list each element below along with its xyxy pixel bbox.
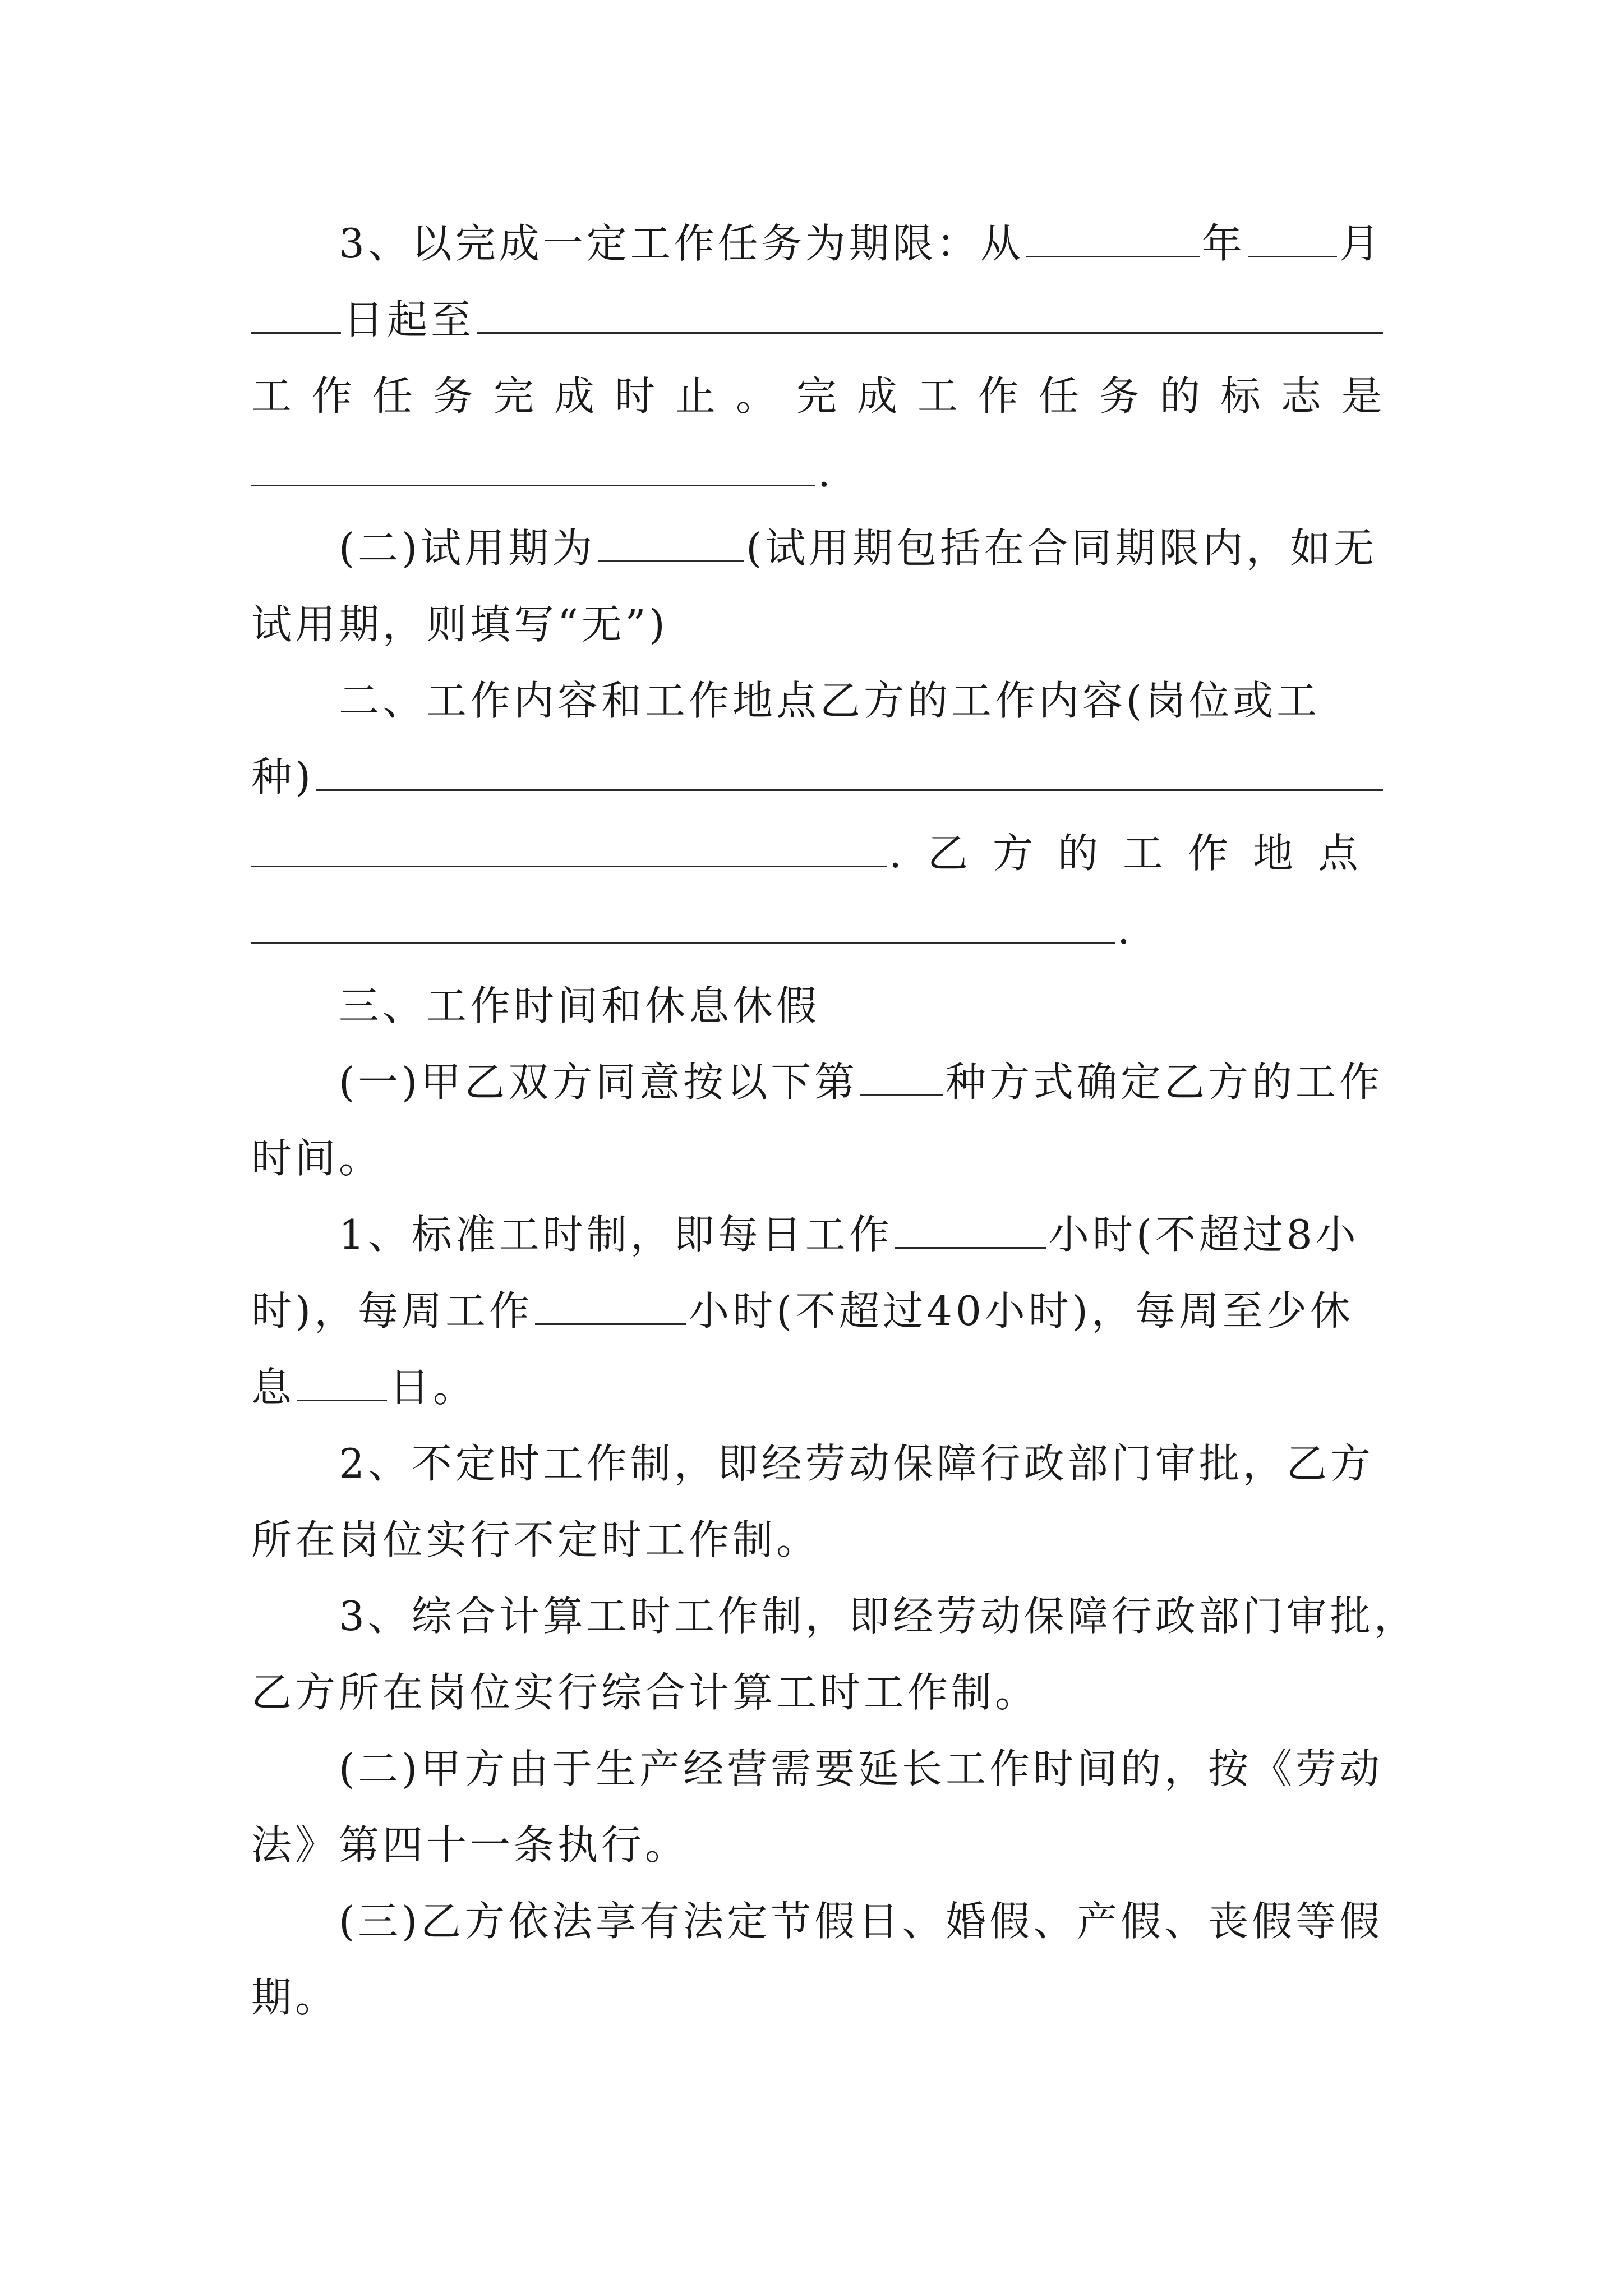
- blank-line[interactable]: [860, 1055, 943, 1096]
- text-segment: 三、工作时间和休息休假: [339, 982, 820, 1029]
- blank-line[interactable]: [535, 1284, 686, 1325]
- blank-line[interactable]: [297, 1360, 387, 1401]
- text-segment: 2、不定时工作制，即经劳动保障行政部门审批，乙方: [339, 1440, 1374, 1487]
- text-segment: .: [818, 449, 834, 496]
- blank-line[interactable]: [251, 826, 887, 867]
- blank-line[interactable]: [316, 750, 1383, 791]
- section-heading: [339, 977, 1383, 1035]
- text-line: [251, 367, 1403, 425]
- text-segment: 乙方所在岗位实行综合计算工时工作制。: [251, 1669, 1039, 1716]
- text-line: [339, 519, 1383, 577]
- text-segment: 所在岗位实行不定时工作制。: [251, 1516, 820, 1563]
- text-segment: 月: [1339, 220, 1383, 267]
- text-segment: 种): [251, 753, 315, 800]
- text-segment: 小时(不超过40小时)，每周至少休: [689, 1287, 1354, 1335]
- blank-line[interactable]: [251, 903, 1115, 944]
- text-line: [251, 900, 1383, 959]
- text-segment: 试用期，则填写“无”): [251, 601, 668, 648]
- text-segment: (试用期包括在合同期限内，如无: [746, 524, 1378, 572]
- text-segment: 3、综合计算工时工作制，即经劳动保障行政部门审批，: [339, 1593, 1418, 1640]
- text-line: [339, 1205, 1383, 1264]
- text-line: [339, 1587, 1418, 1645]
- blank-line[interactable]: [1248, 217, 1337, 257]
- text-segment: .: [1117, 906, 1133, 953]
- blank-line[interactable]: [598, 521, 744, 562]
- text-line: [339, 1740, 1383, 1798]
- text-segment: 法》第四十一条执行。: [251, 1821, 689, 1869]
- text-segment: 日起至: [343, 296, 475, 343]
- text-line: [251, 1816, 1383, 1874]
- blank-line[interactable]: [251, 293, 341, 334]
- text-segment: 时间。: [251, 1135, 383, 1182]
- text-line: [339, 671, 1383, 730]
- blank-line[interactable]: [477, 293, 1383, 334]
- blank-line[interactable]: [1026, 217, 1200, 257]
- text-line: [251, 1968, 1383, 2027]
- text-segment: (三)乙方依法享有法定节假日、婚假、产假、丧假等假: [339, 1898, 1384, 1945]
- text-segment: 年: [1201, 220, 1246, 267]
- text-line: [339, 1053, 1383, 1111]
- text-segment: (一)甲乙双方同意按以下第: [339, 1059, 859, 1106]
- text-segment: 工作任务完成时止。完成工作任务的标志是: [251, 372, 1403, 420]
- text-segment: (二)甲方由于生产经营需要延长工作时间的，按《劳动: [339, 1745, 1384, 1792]
- text-line: [251, 595, 1383, 654]
- text-line: [251, 291, 1383, 349]
- text-line: [251, 1663, 1383, 1722]
- text-segment: 息: [251, 1364, 296, 1411]
- text-line: [339, 214, 1383, 273]
- text-segment: 1、标准工时制，即每日工作: [339, 1211, 893, 1258]
- text-segment: 乙方的工作地点: [927, 830, 1383, 877]
- text-segment: (二)试用期为: [339, 524, 596, 572]
- text-line: [251, 748, 1383, 806]
- text-segment: 时)，每周工作: [251, 1287, 533, 1335]
- text-line: [251, 1511, 1383, 1569]
- text-segment: 期。: [251, 1974, 339, 2021]
- blank-line[interactable]: [251, 445, 815, 486]
- text-segment: .: [889, 830, 905, 877]
- text-segment: 日。: [389, 1364, 477, 1411]
- text-line: [251, 443, 1383, 501]
- text-line: [339, 1892, 1383, 1950]
- text-line: [251, 1129, 1383, 1188]
- text-segment: 种方式确定乙方的工作: [945, 1059, 1383, 1106]
- blank-line[interactable]: [895, 1208, 1046, 1249]
- text-segment: 二、工作内容和工作地点乙方的工作内容(岗位或工: [339, 677, 1321, 724]
- text-line: [339, 1434, 1383, 1493]
- text-segment: 小时(不超过8小: [1048, 1211, 1359, 1258]
- text-line: [251, 1358, 1383, 1416]
- text-segment: 3、以完成一定工作任务为期限：从: [339, 220, 1024, 267]
- text-line: [251, 1282, 1383, 1340]
- text-line: [251, 824, 1383, 882]
